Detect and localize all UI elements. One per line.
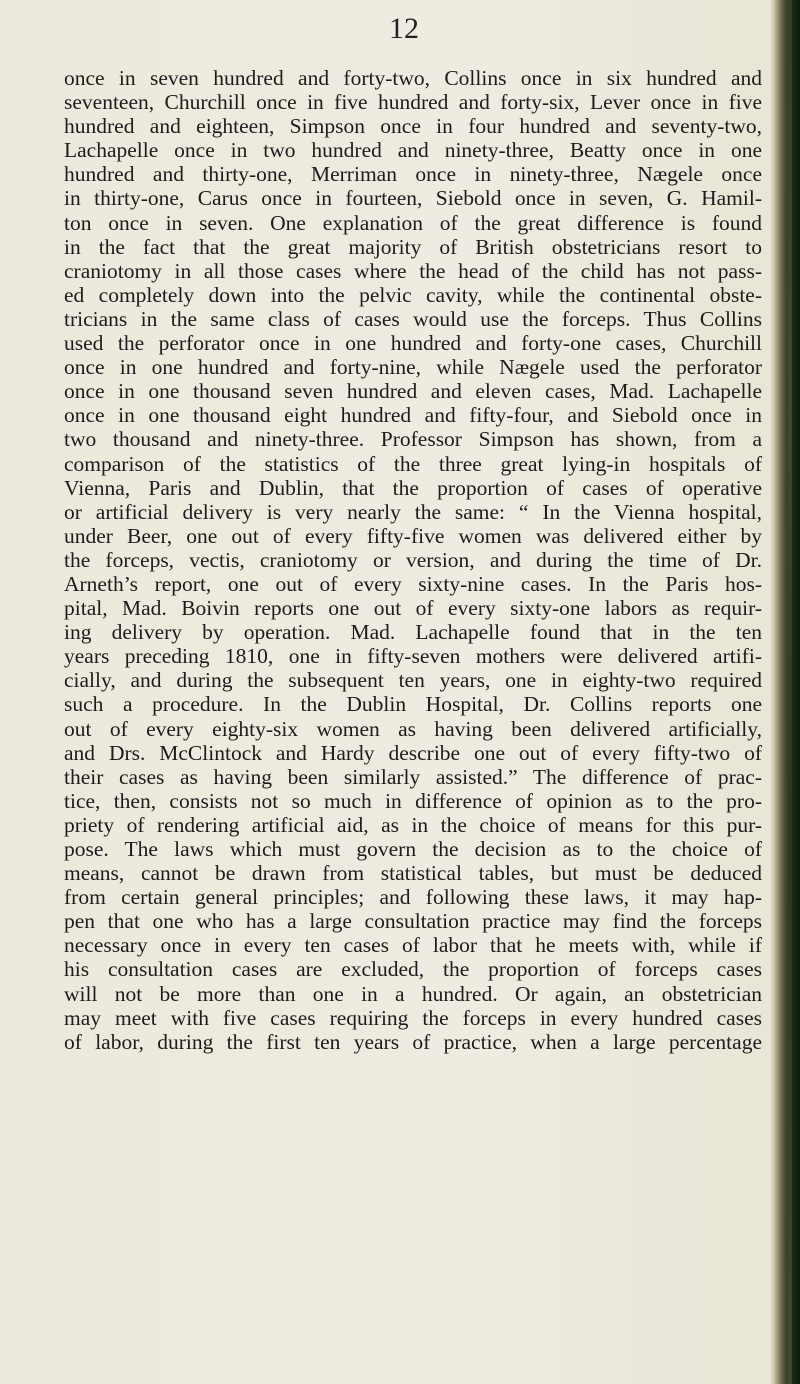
page-edge-highlight: [788, 0, 792, 1384]
text-line: craniotomy in all those cases where the head of the child has not pass-: [64, 258, 762, 283]
text-line: pose. The laws which must govern the decision as to the choice of: [64, 837, 762, 861]
text-line: under Beer, one out of every fifty-five women was delivered either by: [64, 523, 762, 548]
text-line: cially, and during the subsequent ten years, one in eighty-two required: [64, 668, 762, 693]
body-text: [64, 66, 762, 1054]
text-line: their cases as having been similarly assisted.” The difference of prac-: [64, 764, 762, 789]
text-line: Lachapelle once in two hundred and ninety-three, Beatty once in one: [64, 138, 762, 163]
text-line: tricians in the same class of cases would use the forceps. Thus Collins: [64, 306, 762, 331]
text-line: of labor, during the first ten years of practice, when a large percentage: [64, 1029, 762, 1054]
text-line: once in seven hundred and forty-two, Collins once in six hundred and: [64, 66, 762, 90]
text-line: his consultation cases are excluded, the proportion of forceps cases: [64, 957, 762, 982]
text-line: such a procedure. In the Dublin Hospital, Dr. Collins reports one: [64, 692, 762, 717]
text-line: necessary once in every ten cases of labor that he meets with, while if: [64, 933, 762, 958]
text-line: once in one thousand eight hundred and fifty-four, and Siebold once in: [64, 403, 762, 428]
text-line: or artificial delivery is very nearly the same: “ In the Vienna hospital,: [64, 499, 762, 524]
page-edge-shadow: [770, 0, 800, 1384]
page-number: 12: [389, 12, 419, 45]
text-line: out of every eighty-six women as having been delivered artificially,: [64, 716, 762, 741]
text-line: comparison of the statistics of the three great lying-in hospitals of: [64, 451, 762, 476]
text-line: ton once in seven. One explanation of the great difference is found: [64, 210, 762, 235]
text-line: pital, Mad. Boivin reports one out of every sixty-one labors as requir-: [64, 596, 762, 621]
text-line: two thousand and ninety-three. Professor Simpson has shown, from a: [64, 427, 762, 452]
text-line: used the perforator once in one hundred and forty-one cases, Churchill: [64, 331, 762, 356]
text-line: ing delivery by operation. Mad. Lachapelle found that in the ten: [64, 620, 762, 645]
text-line: hundred and eighteen, Simpson once in four hundred and seventy-two,: [64, 114, 762, 139]
text-line: priety of rendering artificial aid, as in the choice of means for this pur-: [64, 812, 762, 837]
text-line: Vienna, Paris and Dublin, that the proportion of cases of operative: [64, 475, 762, 500]
text-line: in the fact that the great majority of British obstetricians resort to: [64, 234, 762, 259]
text-line: once in one hundred and forty-nine, while Nægele used the perforator: [64, 355, 762, 380]
text-line: means, cannot be drawn from statistical tables, but must be deduced: [64, 861, 762, 886]
text-line: from certain general principles; and following these laws, it may hap-: [64, 885, 762, 910]
text-line: the forceps, vectis, craniotomy or version, and during the time of Dr.: [64, 547, 762, 572]
text-line: in thirty-one, Carus once in fourteen, Siebold once in seven, G. Hamil-: [64, 186, 762, 211]
text-line: seventeen, Churchill once in five hundred and forty-six, Lever once in five: [64, 90, 762, 115]
text-line: pen that one who has a large consultation practice may find the forceps: [64, 909, 762, 934]
text-line: Arneth’s report, one out of every sixty-nine cases. In the Paris hos-: [64, 571, 762, 596]
text-line: years preceding 1810, one in fifty-seven mothers were delivered artifi-: [64, 644, 762, 669]
text-line: tice, then, consists not so much in difference of opinion as to the pro-: [64, 788, 762, 813]
text-line: and Drs. McClintock and Hardy describe one out of every fifty-two of: [64, 740, 762, 765]
text-line: hundred and thirty-one, Merriman once in ninety-three, Nægele once: [64, 162, 762, 187]
text-line: may meet with five cases requiring the forceps in every hundred cases: [64, 1005, 762, 1030]
text-line: ed completely down into the pelvic cavity, while the continental obste-: [64, 282, 762, 307]
text-line: will not be more than one in a hundred. Or again, an obstetrician: [64, 981, 762, 1006]
text-line: once in one thousand seven hundred and eleven cases, Mad. Lachapelle: [64, 379, 762, 404]
